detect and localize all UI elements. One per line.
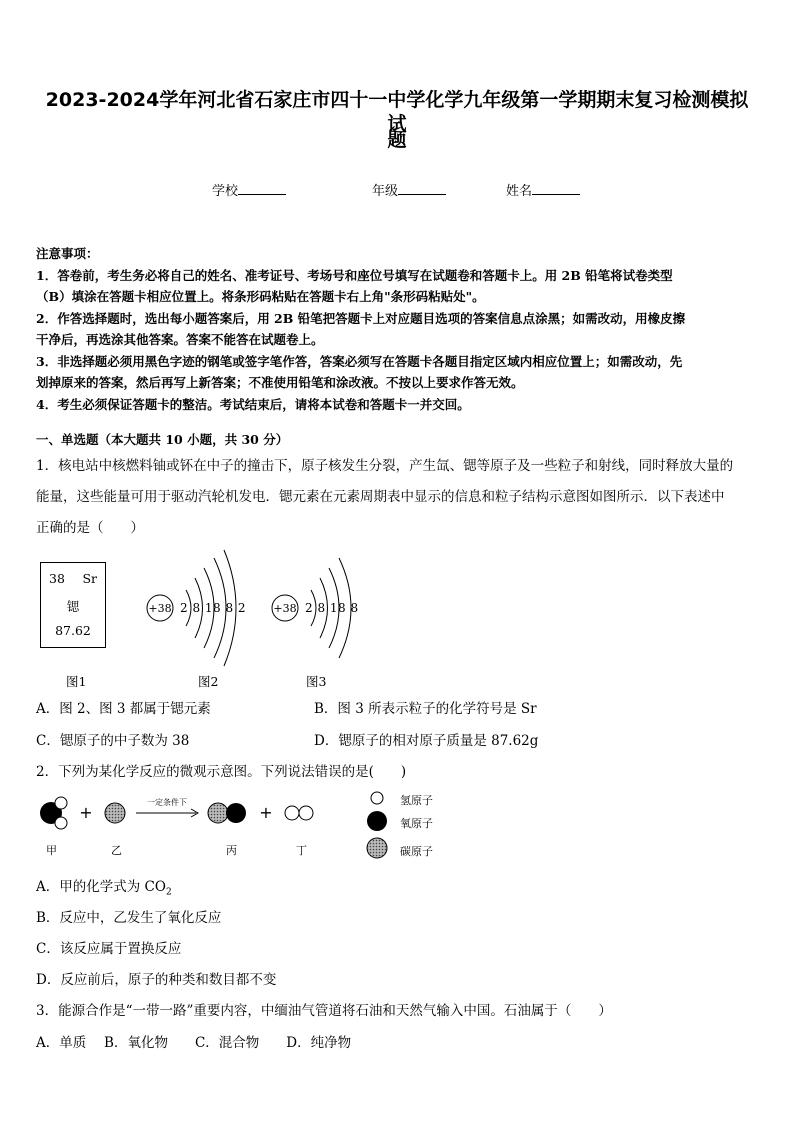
plus-sign: +: [79, 803, 93, 822]
figure-2-label: 图2: [198, 674, 219, 689]
label-ding: 丁: [296, 844, 307, 857]
element-symbol: Sr: [82, 571, 97, 586]
atomic-mass: 87.62: [55, 623, 91, 638]
element-cell-strontium: [40, 562, 106, 648]
exam-title-line2: 题: [387, 129, 407, 151]
q1-option-d: D．锶原子的相对原子质量是 87.62g: [314, 733, 539, 749]
element-name: 锶: [66, 599, 80, 614]
section-heading: 一、单选题（本大题共 10 小题，共 30 分）: [36, 432, 289, 447]
shell-electrons: 2 8 18 8 2: [180, 601, 247, 615]
nucleus-charge: +38: [148, 602, 172, 615]
exam-title-line1: 2023-2024学年河北省石家庄市四十一中学化学九年级第一学期期末复习检测模拟试: [45, 89, 749, 135]
notes-line: 4．考生必须保证答题卡的整洁。考试结束后，请将本试卷和答题卡一并交回。: [36, 396, 470, 412]
atom-structure-diagram-3: [265, 553, 365, 663]
notes-line: 划掉原来的答案，然后再写上新答案；不准使用铅笔和涂改液。不按以上要求作答无效。: [36, 375, 524, 390]
legend-oxygen: 氧原子: [400, 817, 433, 830]
name-field: 姓名: [506, 180, 580, 199]
grade-field: 年级: [372, 180, 446, 199]
label-bing: 丙: [226, 844, 237, 857]
question-2-stem: 2．下列为某化学反应的微观示意图。下列说法错误的是( ): [36, 764, 407, 780]
question-3-stem: 3．能源合作是“一带一路”重要内容，中缅油气管道将石油和天然气输入中国。石油属于（ ）: [36, 1003, 612, 1019]
legend-markers: [366, 788, 388, 860]
atomic-number: 38: [49, 571, 65, 586]
notes-line: 1．答卷前，考生务必将自己的姓名、准考证号、考场号和座位号填写在试题卷和答题卡上。用 2B 铅笔将试卷类型: [36, 267, 673, 283]
legend-carbon: 碳原子: [400, 845, 433, 858]
plus-sign: +: [259, 803, 273, 822]
legend-hydrogen: 氢原子: [400, 794, 433, 807]
notes-line: 2．作答选择题时，选出每小题答案后，用 2B 铅笔把答题卡上对应题目选项的答案信息点涂黑；如需改动，用橡皮擦: [36, 310, 686, 326]
notes-line: （B）填涂在答题卡相应位置上。将条形码粘贴在答题卡右上角"条形码粘贴处"。: [36, 289, 485, 304]
label-yi: 乙: [111, 844, 122, 857]
reaction-diagram: [36, 792, 326, 838]
label-jia: 甲: [46, 844, 57, 857]
nucleus-charge: +38: [273, 602, 297, 615]
q1-option-a: A．图 2、图 3 都属于锶元素: [36, 701, 211, 717]
reaction-condition: 一定条件下: [147, 798, 187, 807]
shell-electrons: 2 8 18 8: [305, 601, 359, 615]
exam-notes: [36, 243, 758, 415]
atom-structure-diagram-2: [140, 548, 250, 668]
q1-option-b: B．图 3 所表示粒子的化学符号是 Sr: [314, 701, 537, 717]
school-field: 学校: [212, 180, 286, 199]
figure-3-label: 图3: [306, 674, 327, 689]
q1-option-c: C．锶原子的中子数为 38: [36, 733, 190, 749]
q2-option-b: B．反应中，乙发生了氧化反应: [36, 910, 222, 926]
q2-option-a: A．甲的化学式为 $CO_2$: [36, 879, 172, 898]
notes-line: 干净后，再选涂其他答案。答案不能答在试题卷上。: [36, 332, 324, 347]
notes-heading: 注意事项：: [36, 246, 99, 261]
figure-1-label: 图1: [66, 674, 87, 689]
question-1-stem: 1．核电站中核燃料铀或钚在中子的撞击下，原子核发生分裂，产生氙、锶等原子及一些粒子和射线，同时释放大量的 能量，这些能量可用于驱动汽轮机发电．锶元素在元素周期表中显示的信息和粒子结构示意图如图所示．以下表述中 正确的是（ ）: [36, 458, 734, 536]
q2-option-c: C．该反应属于置换反应: [36, 941, 182, 957]
q2-option-d: D．反应前后，原子的种类和数目都不变: [36, 972, 277, 988]
q3-options: A．单质 B．氧化物 C．混合物 D．纯净物: [36, 1035, 352, 1051]
notes-line: 3．非选择题必须用黑色字迹的钢笔或签字笔作答，答案必须写在答题卡各题目指定区域内相应位置上；如需改动，先: [36, 353, 683, 369]
